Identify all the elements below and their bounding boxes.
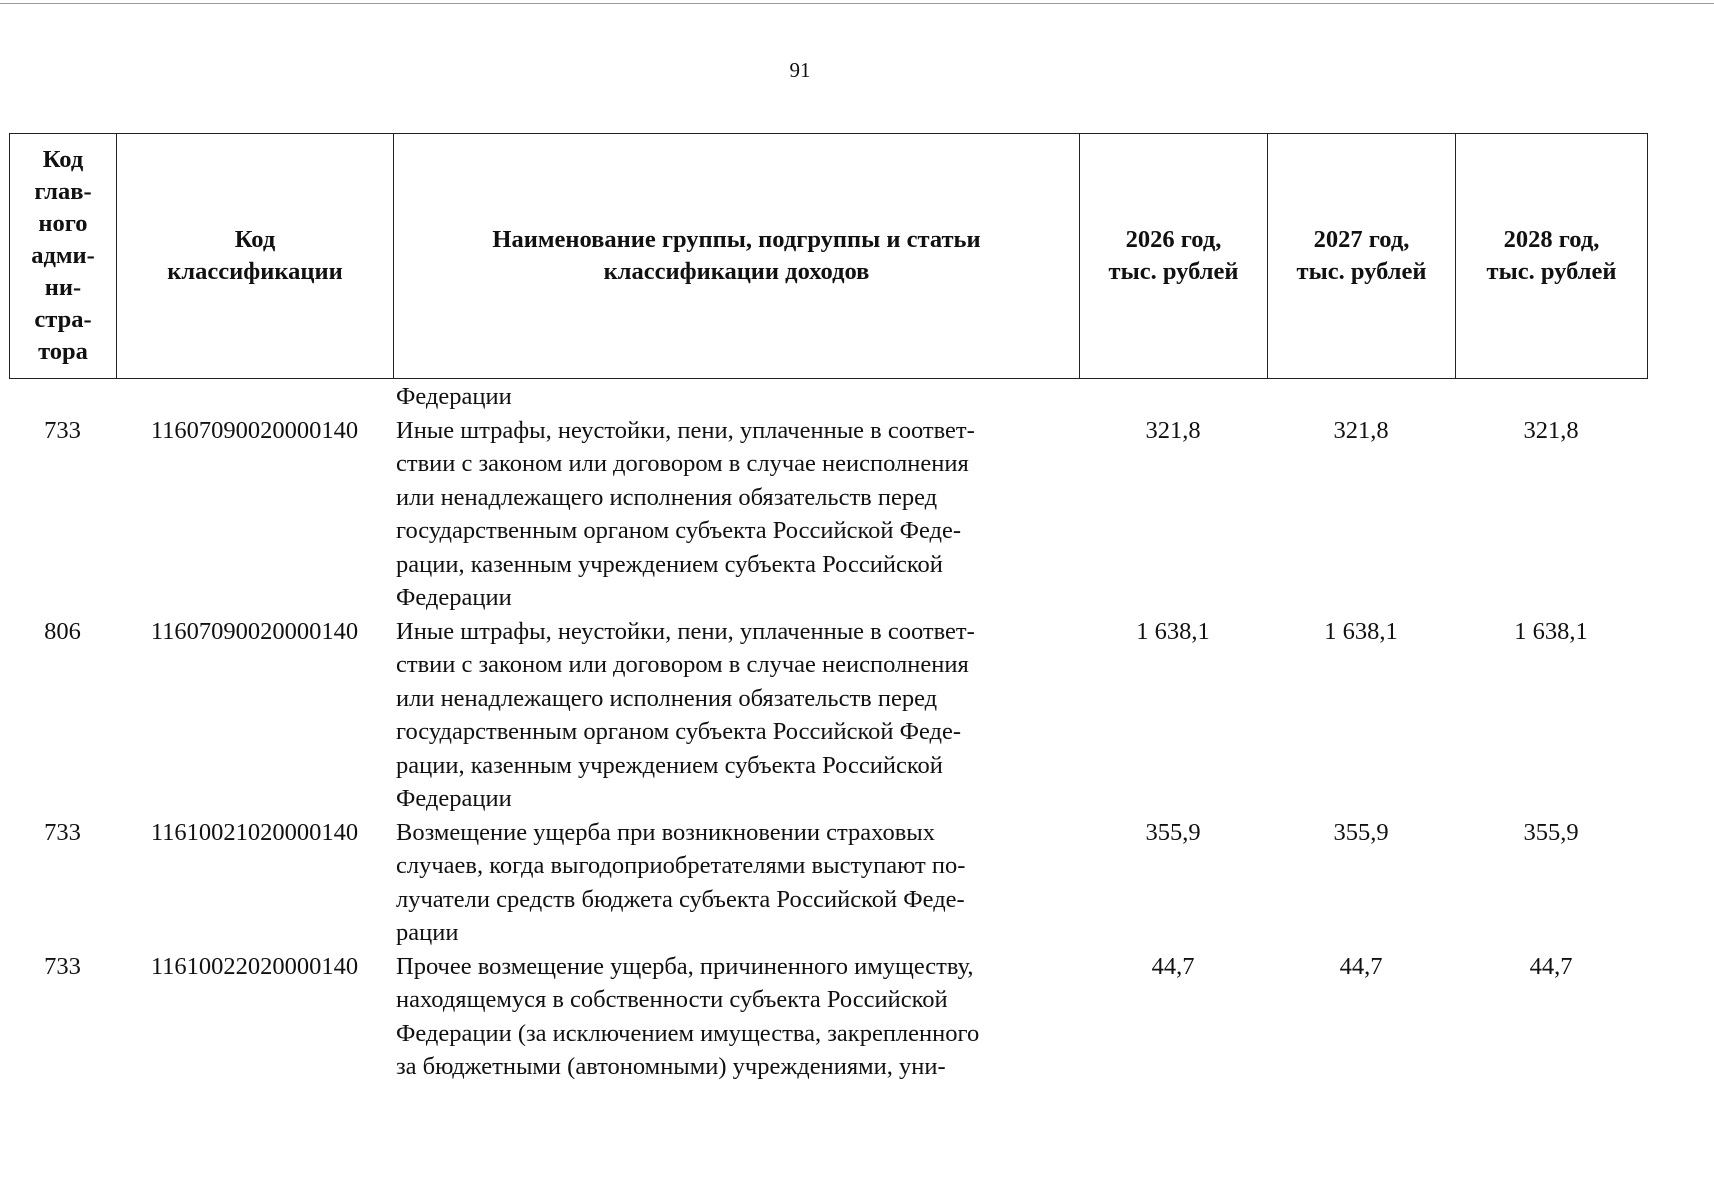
name-cell: Иные штрафы, неустойки, пени, уплаченные в соответ- ствии с законом или договором в случае неисполнения или ненадлежащего исполнения обязательств перед государственным органом субъекта Российской Феде- рации, казенным учреждением субъекта Российской Федерации <box>396 617 975 812</box>
value-2026-cell: 1 638,1 <box>1136 617 1210 645</box>
value-2027-cell: 1 638,1 <box>1324 617 1398 645</box>
value-2027-cell: 355,9 <box>1333 818 1389 846</box>
name-cell: Иные штрафы, неустойки, пени, уплаченные в соответ- ствии с законом или договором в случае неисполнения или ненадлежащего исполнения обязательств перед государственным органом субъекта Российской Феде- рации, казенным учреждением субъекта Российской Федерации <box>396 416 975 611</box>
value-2026-cell: 321,8 <box>1145 416 1201 444</box>
value-2027-cell: 44,7 <box>1339 952 1383 980</box>
table-row <box>9 414 1647 615</box>
header-name: Наименование группы, подгруппы и статьи классификации доходов <box>394 134 1080 379</box>
table-row <box>9 816 1647 950</box>
classification-code-cell: 11607090020000140 <box>150 416 359 444</box>
header-year-2028: 2028 год, тыс. рублей <box>1456 134 1648 379</box>
value-2028-cell: 321,8 <box>1523 416 1579 444</box>
table-row <box>9 615 1647 816</box>
admin-code-cell: 733 <box>44 416 81 444</box>
value-2026-cell: 355,9 <box>1145 818 1201 846</box>
name-cell: Федерации <box>396 383 512 410</box>
top-rule <box>0 3 1714 4</box>
value-2027-cell: 321,8 <box>1333 416 1389 444</box>
header-classification-code: Код классификации <box>117 134 394 379</box>
table-header <box>9 133 1648 379</box>
value-2026-cell: 44,7 <box>1151 952 1195 980</box>
value-2027-cell <box>1267 380 1455 414</box>
classification-code-cell: 11610021020000140 <box>150 818 359 846</box>
page-number: 91 <box>789 58 811 82</box>
table-row <box>9 380 1647 414</box>
classification-code-cell: 11607090020000140 <box>150 617 359 645</box>
value-2028-cell: 355,9 <box>1523 818 1579 846</box>
value-2028-cell: 44,7 <box>1529 952 1573 980</box>
value-2028-cell <box>1455 380 1647 414</box>
table-row <box>9 950 1647 1084</box>
header-year-2026: 2026 год, тыс. рублей <box>1080 134 1268 379</box>
name-cell: Возмещение ущерба при возникновении страховых случаев, когда выгодоприобретателями выступают по- лучатели средств бюджета субъекта Российской Феде- рации <box>396 818 966 946</box>
admin-code-cell <box>9 380 116 414</box>
classification-code-cell <box>116 380 393 414</box>
value-2026-cell <box>1079 380 1267 414</box>
value-2028-cell: 1 638,1 <box>1514 617 1588 645</box>
admin-code-cell: 733 <box>44 952 81 980</box>
header-admin-code: Код глав- ного адми- ни- стра- тора <box>10 134 117 379</box>
table-body <box>9 380 1647 1084</box>
admin-code-cell: 733 <box>44 818 81 846</box>
admin-code-cell: 806 <box>44 617 81 645</box>
classification-code-cell: 11610022020000140 <box>150 952 359 980</box>
name-cell: Прочее возмещение ущерба, причиненного имуществу, находящемуся в собственности субъекта Российской Федерации (за исключением имущества, закрепленного за бюджетными (автономными) учреждениями, уни- <box>396 952 980 1080</box>
header-year-2027: 2027 год, тыс. рублей <box>1268 134 1456 379</box>
